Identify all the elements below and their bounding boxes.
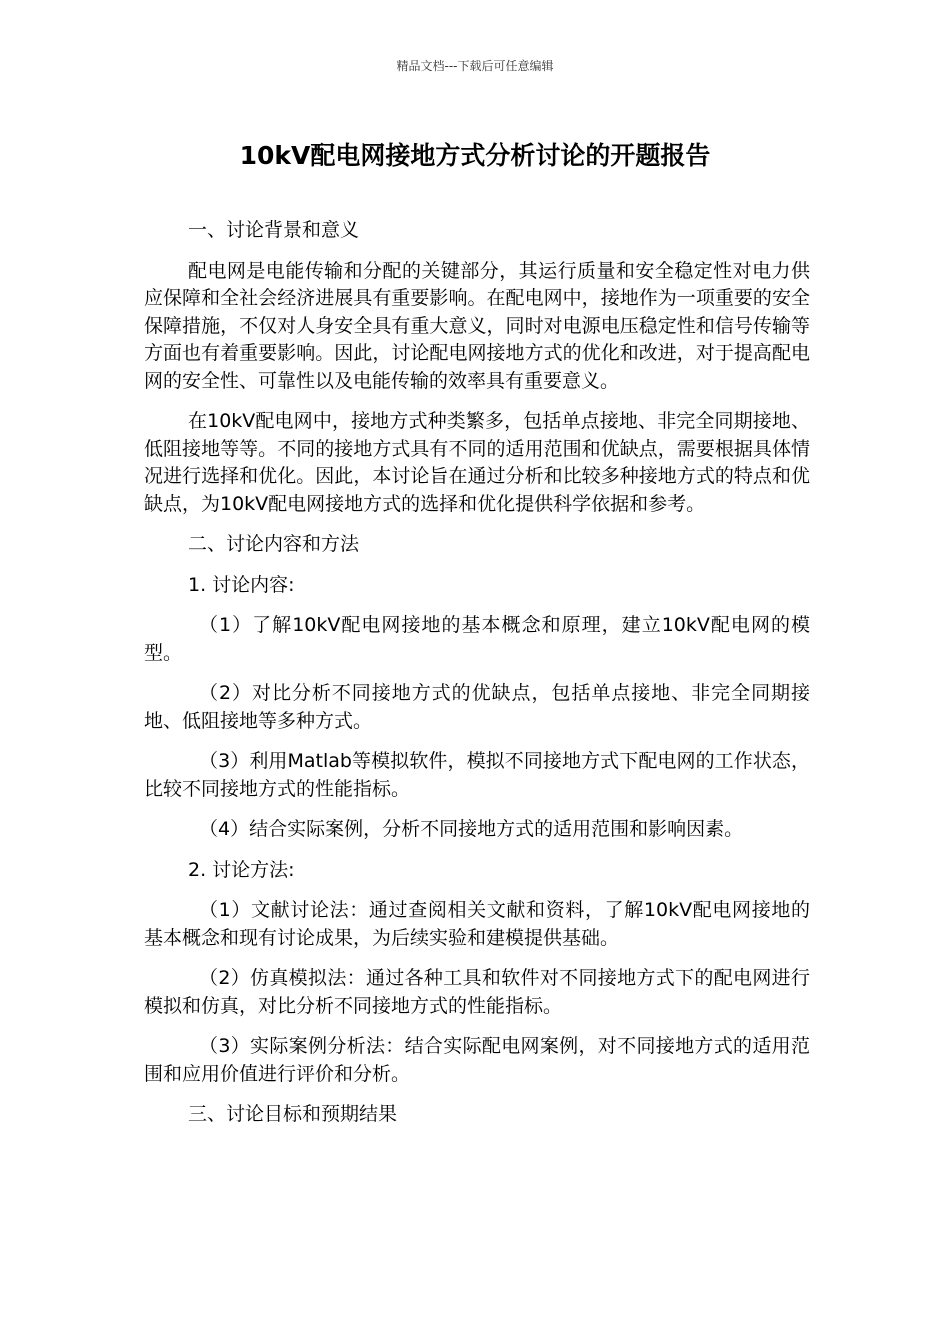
- section-heading-content-method: 二、讨论内容和方法: [188, 533, 360, 555]
- section-heading-goals: 三、讨论目标和预期结果: [188, 1103, 398, 1125]
- method-item: （2）仿真模拟法：通过各种工具和软件对不同接地方式下的配电网进行模拟和仿真，对比分析不同接地方式的性能指标。: [144, 967, 810, 1017]
- header-note: 精品文档---下载后可任意编辑: [396, 59, 554, 73]
- paragraph-background-1: 配电网是电能传输和分配的关键部分，其运行质量和安全稳定性对电力供应保障和全社会经济进展具有重要影响。在配电网中，接地作为一项重要的安全保障措施，不仅对人身安全具有重大意义，同时对电源电压稳定性和信号传输等方面也有着重要影响。因此，讨论配电网接地方式的优化和改进，对于提高配电网的安全性、可靠性以及电能传输的效率具有重要意义。: [144, 259, 810, 392]
- content-item: （1）了解10kV配电网接地的基本概念和原理，建立10kV配电网的模型。: [144, 614, 810, 664]
- document-body: [144, 217, 810, 1142]
- method-item: （1）文献讨论法：通过查阅相关文献和资料，了解10kV配电网接地的基本概念和现有讨论成果，为后续实验和建模提供基础。: [144, 899, 810, 949]
- content-item: （4）结合实际案例，分析不同接地方式的适用范围和影响因素。: [199, 818, 744, 840]
- document-title: 10kV配电网接地方式分析讨论的开题报告: [239, 141, 711, 170]
- method-item: （3）实际案例分析法：结合实际配电网案例，对不同接地方式的适用范围和应用价值进行评价和分析。: [144, 1035, 810, 1085]
- content-item: （3）利用Matlab等模拟软件，模拟不同接地方式下配电网的工作状态，比较不同接地方式的性能指标。: [144, 750, 810, 800]
- paragraph-background-2: 在10kV配电网中，接地方式种类繁多，包括单点接地、非完全同期接地、低阻接地等等。不同的接地方式具有不同的适用范围和优缺点，需要根据具体情况进行选择和优化。因此，本讨论旨在通过分析和比较多种接地方式的特点和优缺点，为10kV配电网接地方式的选择和优化提供科学依据和参考。: [144, 410, 810, 515]
- section-heading-background: 一、讨论背景和意义: [188, 219, 360, 241]
- subheading-content: 1. 讨论内容:: [188, 573, 295, 596]
- subheading-method: 2. 讨论方法:: [188, 858, 295, 881]
- content-item: （2）对比分析不同接地方式的优缺点，包括单点接地、非完全同期接地、低阻接地等多种方式。: [144, 682, 810, 732]
